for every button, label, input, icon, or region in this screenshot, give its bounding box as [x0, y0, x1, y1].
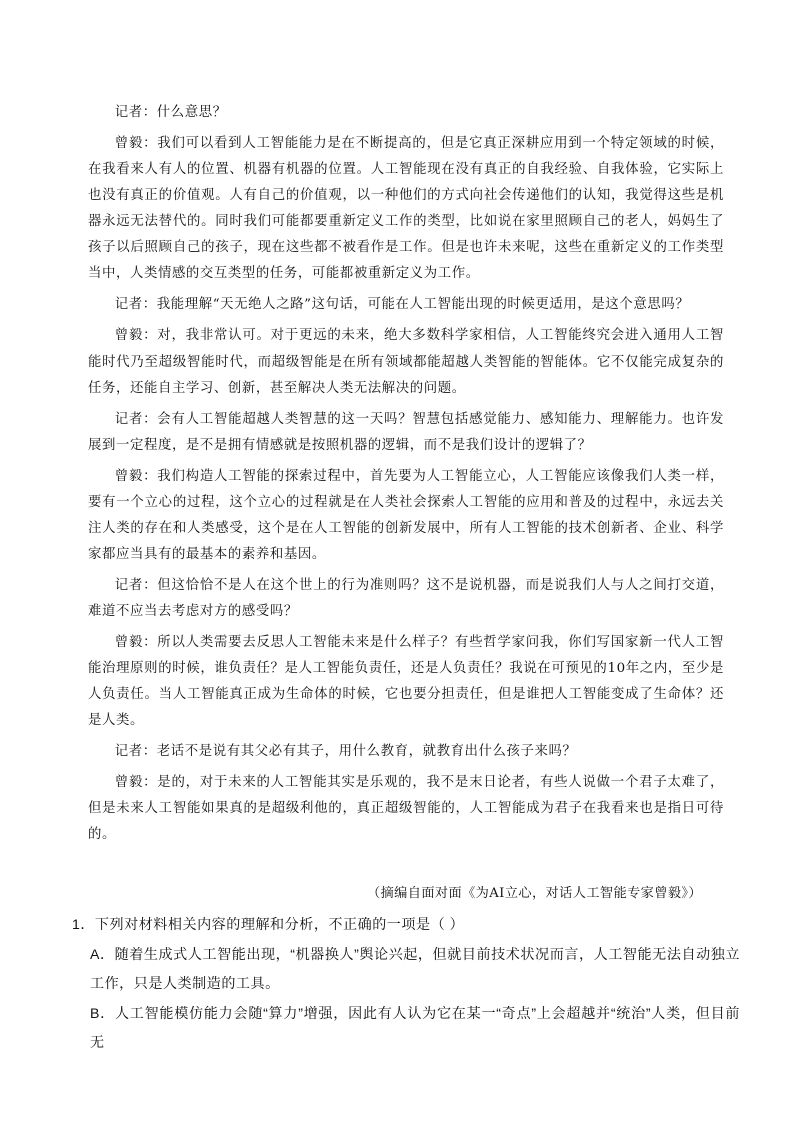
paragraph: 曾毅：我们构造人工智能的探索过程中，首先要为人工智能立心，人工智能应该像我们人类一样，要有一个立心的过程，这个立心的过程就是在人类社会探索人工智能的应用和普及的过程中，永远去关注人类的存在和人类感受，这个是在人工智能的创新发展中，所有人工智能的技术创新者、企业、科学家都应当具有的最基本的素养和基因。 [88, 468, 724, 562]
question-1 [72, 910, 740, 1058]
option-b: B．人工智能模仿能力会随“算力”增强，因此有人认为它在某一“奇点”上会超越并“统治”人类，但目前无 [90, 1004, 740, 1050]
paragraph: 曾毅：是的，对于未来的人工智能其实是乐观的，我不是末日论者，有些人说做一个君子太难了，但是未来人工智能如果真的是超级利他的，真正超级智能的，人工智能成为君子在我看来也是指日可待的。 [88, 775, 724, 843]
paragraph: 记者：会有人工智能超越人类智慧的这一天吗？智慧包括感觉能力、感知能力、理解能力。也许发展到一定程度，是不是拥有情感就是按照机器的逻辑，而不是我们设计的逻辑了？ [88, 411, 724, 453]
source-citation: （摘编自面对面《为AI立心，对话人工智能专家曾毅》） [366, 886, 702, 901]
paragraph: 曾毅：对，我非常认可。对于更远的未来，绝大多数科学家相信，人工智能终究会进入通用人工智能时代乃至超级智能时代，而超级智能是在所有领域都能超越人类智能的智能体。它不仅能完成复杂的任务，还能自主学习、创新，甚至解决人类无法解决的问题。 [88, 328, 724, 396]
option-a: A．随着生成式人工智能出现，“机器换人”舆论兴起，但就目前技术状况而言，人工智能无法自动独立工作，只是人类制造的工具。 [90, 945, 740, 991]
paragraph: 曾毅：所以人类需要去反思人工智能未来是什么样子？有些哲学家问我，你们写国家新一代人工智能治理原则的时候，谁负责任？是人工智能负责任，还是人负责任？我说在可预见的10年之内，至少是人负责任。当人工智能真正成为生命体的时候，它也要分担责任，但是谁把人工智能变成了生命体？还是人类。 [88, 635, 724, 729]
paragraph: 曾毅：我们可以看到人工智能能力是在不断提高的，但是它真正深耕应用到一个特定领域的时候，在我看来人有人的位置、机器有机器的位置。人工智能现在没有真正的自我经验、自我体验，它实际上也没有真正的价值观。人有自己的价值观，以一种他们的方式向社会传递他们的认知，我觉得这些是机器永远无法替代的。同时我们可能都要重新定义工作的类型，比如说在家里照顾自己的老人，妈妈生了孩子以后照顾自己的孩子，现在这些都不被看作是工作。但是也许未来呢，这些在重新定义的工作类型当中，人类情感的交互类型的任务，可能都被重新定义为工作。 [88, 135, 724, 282]
paragraph: 记者：什么意思？ [114, 105, 227, 120]
question-stem: 1．下列对材料相关内容的理解和分析，不正确的一项是（ ） [72, 916, 465, 932]
paragraph: 记者：老话不是说有其父必有其子，用什么教育，就教育出什么孩子来吗？ [114, 744, 577, 760]
paragraph: 记者：我能理解“天无绝人之路”这句话，可能在人工智能出现的时候更适用，是这个意思吗？ [114, 297, 690, 313]
interview-text [88, 100, 724, 853]
paragraph: 记者：但这恰恰不是人在这个世上的行为准则吗？这不是说机器，而是说我们人与人之间打交道，难道不应当去考虑对方的感受吗？ [88, 577, 724, 620]
